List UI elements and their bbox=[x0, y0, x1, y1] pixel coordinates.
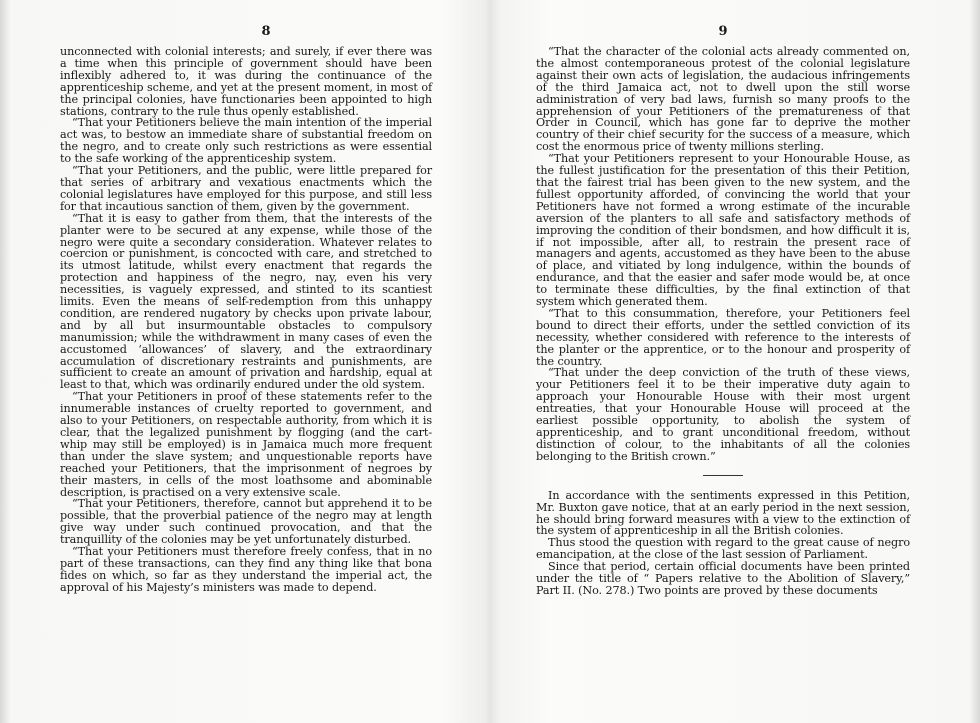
left-page-body bbox=[60, 46, 432, 594]
paragraph: “That your Petitioners in proof of these statements refer to the innumerable instances of cruelty reported to government, and also to your Petitioners, on respectable authority, from which it is clear, that the legalized punishment by flogging (and the cart-whip may still be employed) is in Jamaica much more frequent than under the slave system; and unquestionable reports have reached your Petitioners, that the imprisonment of negroes by their masters, in cells of the most loathsome and abominable description, is practised on a very extensive scale. bbox=[60, 390, 432, 499]
paragraph: “That your Petitioners must therefore freely confess, that in no part of these transactions, can they find any thing like that bona fides on which, so far as they understand the imperial act, the approval of his Majesty’s ministers was made to depend. bbox=[60, 545, 432, 594]
paragraph: “That your Petitioners believe the main intention of the imperial act was, to bestow an immediate share of substantial freedom on the negro, and to create only such restrictions as were essential to the safe working of the apprenticeship system. bbox=[60, 116, 432, 166]
right-page-body bbox=[536, 46, 910, 597]
paragraph: “That the character of the colonial acts already commented on, the almost contemporaneous protest of the colonial legislature against their own acts of legislation, the audacious infringements of the third Jamaica act, not to dwell upon the still worse administration of very bad laws, furnish so many proofs to the apprehension of your Petitioners of the prematureness of that Order in Council, which has gone far to deprive the mother country of their chief security for the success of a measure, which cost the enormous price of twenty millions sterling. bbox=[536, 45, 910, 154]
page-number: 9 bbox=[718, 24, 728, 39]
page-number: 8 bbox=[261, 24, 271, 39]
paragraph: “That under the deep conviction of the truth of these views, your Petitioners feel it to be their imperative duty again to approach your Honourable House with their most urgent entreaties, that your Honourable House will proceed at the earliest possible opportunity, to abolish the system of apprenticeship, and to grant unconditional freedom, without distinction of colour, to the inhabitants of all the colonies belonging to the British crown.” bbox=[536, 366, 910, 463]
left-page bbox=[60, 0, 432, 594]
paragraph: “That your Petitioners represent to your Honourable House, as the fullest justification for the presentation of this their Petition, that the fairest trial has been given to the new system, and the fullest opportunity afforded, of convincing the world that your Petitioners have not formed a wrong estimate of the incurable aversion of the planters to all safe and satisfactory methods of improving the condition of their bondsmen, and how difficult it is, if not impossible, after all, to restrain the present race of managers and agents, accustomed as they have been to the abuse of place, and vitiated by long indulgence, within the bounds of endurance, and that the easier and safer mode would be, at once to terminate these difficulties, by the final extinction of that system which generated them. bbox=[536, 152, 910, 309]
left-page-edge bbox=[0, 0, 10, 723]
paragraph: unconnected with colonial interests; and surely, if ever there was a time when this principle of government should have been inflexibly adhered to, it was during the continuance of the apprenticeship scheme, and yet at the present moment, in most of the principal colonies, have functionaries been appointed to high stations, contrary to the rule thus openly established. bbox=[60, 45, 432, 118]
section-divider bbox=[703, 475, 743, 476]
paragraph: Thus stood the question with regard to the great cause of negro emancipation, at the close of the last session of Parliament. bbox=[536, 536, 910, 562]
paragraph: “That your Petitioners, and the public, were little prepared for that series of arbitrary and vexatious enactments which the colonial legislatures have employed for this purpose, and still less for that incautious sanction of them, given by the government. bbox=[60, 164, 432, 213]
paragraph: In accordance with the sentiments expressed in this Petition, Mr. Buxton gave notice, that at an early period in the next session, he should bring forward measures with a view to the extinction of the system of apprenticeship in all the British colonies. bbox=[536, 488, 910, 538]
paragraph: Since that period, certain official documents have been printed under the title of “ Papers relative to the Abolition of Slavery,” Part II. (No. 278.) Two points are proved by these documents bbox=[536, 560, 910, 597]
paragraph: “That it is easy to gather from them, that the interests of the planter were to be secured at any expense, while those of the negro were quite a secondary consideration. Whatever relates to coercion or punishment, is concocted with care, and stretched to its utmost latitude, whilst every enactment that regards the protection and happiness of the negro, nay, even his very necessities, is vaguely expressed, and stinted to its scantiest limits. Even the means of self-redemption from this unhappy condition, are rendered nugatory by checks upon private labour, and by all but insurmountable obstacles to compulsory manumission; while the withdrawment in many cases of even the accustomed ‘allowances’ of slavery, and the extraordinary accumulation of discretionary restraints and punishments, are sufficient to create an amount of privation and hardship, equal at least to that, which was ordinarily endured under the old system. bbox=[60, 211, 432, 392]
right-page bbox=[536, 0, 910, 597]
paragraph: “That your Petitioners, therefore, cannot but apprehend it to be possible, that the proverbial patience of the negro may at length give way under such continued provocation, and that the tranquillity of the colonies may be yet unfortunately disturbed. bbox=[60, 497, 432, 547]
paragraph: “That to this consummation, therefore, your Petitioners feel bound to direct their efforts, under the settled conviction of its necessity, whether considered with reference to the interests of the planter or the apprentice, or to the honour and prosperity of the country. bbox=[536, 306, 910, 368]
right-page-edge bbox=[970, 0, 980, 723]
